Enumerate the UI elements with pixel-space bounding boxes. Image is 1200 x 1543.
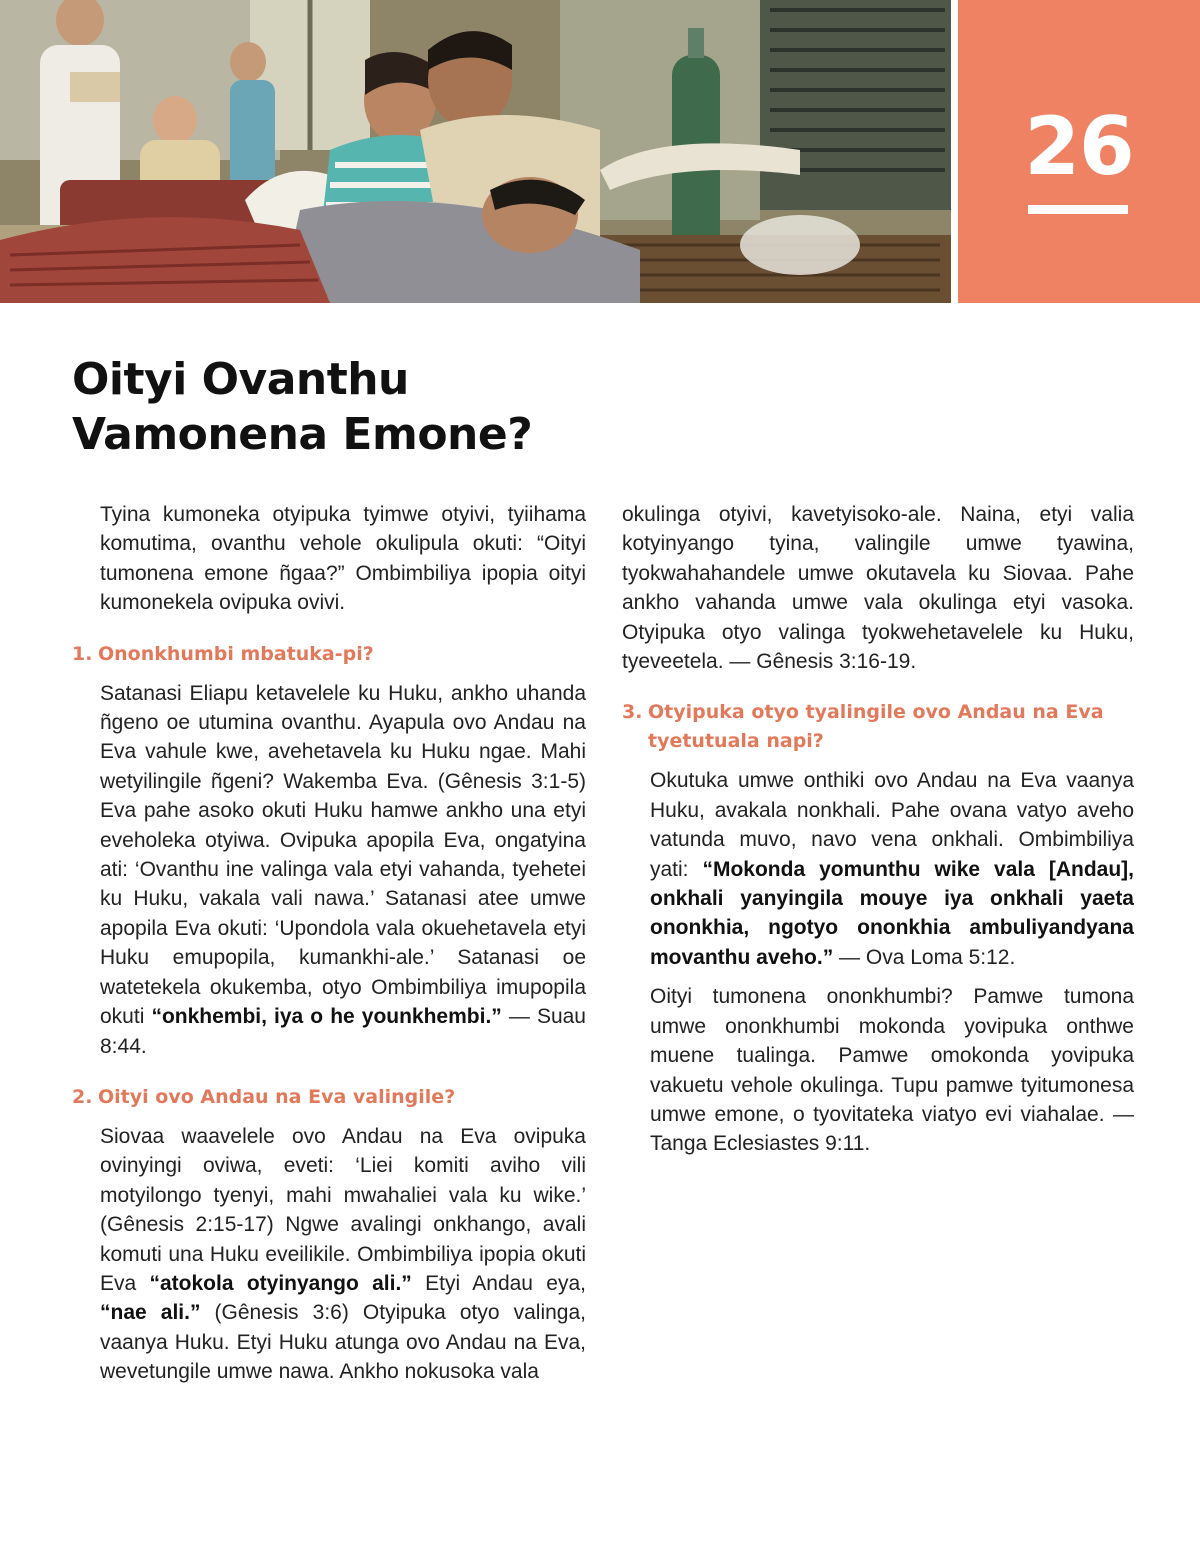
page-title bbox=[72, 352, 832, 462]
page-title-line-2: Vamonena Emone? bbox=[72, 409, 533, 460]
left-column bbox=[72, 500, 586, 1387]
section-3-paragraph-1 bbox=[622, 766, 1134, 972]
hospital-scene-illustration bbox=[0, 0, 951, 303]
section-1-paragraph bbox=[72, 679, 586, 1061]
section-2-number: 2. bbox=[72, 1085, 93, 1108]
section-2-title: Oityi ovo Andau na Eva valingile? bbox=[98, 1085, 456, 1108]
section-3-title: Otyipuka otyo tyalingile ovo Andau na Eva tyetutuala napi? bbox=[648, 701, 1104, 753]
section-2-text-c: (Gênesis 3:6) Otyipuka otyo valinga, vaanya Huku. Etyi Huku atunga ovo Andau na Eva, wevetungile umwe nawa. Ankho nokusoka vala bbox=[100, 1301, 587, 1384]
section-2-paragraph-continued: okulinga otyivi, kavetyisoko-ale. Naina, etyi valia kotyinyango tyina, valingile umwe tyawina, tyokwahahandele umwe okutavela ku Siovaa. Pahe ankho vahanda umwe vala okulinga etyi vasoka. Otyipuka otyo valinga tyokwehetavelele ku Huku, tyeveetela. — Gênesis 3:16-19. bbox=[622, 503, 1134, 674]
intro-paragraph: Tyina kumoneka otyipuka tyimwe otyivi, tyiihama komutima, ovanthu vehole okulipula okuti: “Oityi tumonena emone ñgaa?” Ombimbiliya ipopia oityi kumonekela ovipuka ovivi. bbox=[100, 503, 586, 615]
section-3-heading bbox=[622, 698, 1134, 756]
section-3-text-b: — Ova Loma 5:12. bbox=[833, 945, 1016, 969]
section-1-quote: “onkhembi, iya o he younkhembi.” bbox=[151, 1005, 502, 1029]
section-3-quote: “Mokonda yomunthu wike vala [Andau], onkhali yanyingila mouye iya onkhali yaeta ononkhia, ngotyo ononkhia ambuliyandyana movanthu aveho.” bbox=[650, 857, 1135, 969]
lesson-number-underline bbox=[1028, 205, 1128, 214]
section-1-text-b: — Suau 8:44. bbox=[100, 1005, 586, 1058]
section-2-heading bbox=[72, 1083, 586, 1112]
section-2-quote-2: “nae ali.” bbox=[100, 1301, 201, 1325]
lesson-number-panel bbox=[958, 0, 1200, 303]
lesson-number: 26 bbox=[1024, 100, 1134, 193]
section-1-number: 1. bbox=[72, 642, 93, 665]
section-2-text-a: Siovaa waavelele ovo Andau na Eva ovipuka ovinyingi oviwa, eveti: ‘Liei komiti aviho vili motyilongo tyenyi, mahi mwahaliei vala ku wike.’ (Gênesis 2:15-17) Ngwe avalingi onkhango, avali komuti una Huku eveilikile. Ombimbiliya ipopia okuti Eva bbox=[100, 1124, 586, 1295]
section-3-text-a: Okutuka umwe onthiki ovo Andau na Eva vaanya Huku, avakala nonkhali. Pahe ovana vatyo aveho vatunda muvo, navo vena onkhali. Ombimbiliya yati: bbox=[650, 769, 1134, 881]
section-3-number: 3. bbox=[622, 701, 643, 724]
hero-photo bbox=[0, 0, 951, 303]
section-2-quote-1: “atokola otyinyango ali.” bbox=[149, 1271, 412, 1295]
section-1-heading bbox=[72, 640, 586, 669]
right-column bbox=[622, 500, 1134, 1159]
section-1-title: Ononkhumbi mbatuka-pi? bbox=[98, 642, 374, 665]
section-3-paragraph-2: Oityi tumonena ononkhumbi? Pamwe tumona umwe ononkhumbi mokonda yovipuka onthwe muene tualinga. Pamwe omokonda yovipuka vakuetu vehole okulinga. Tupu pamwe tyitumonesa umwe emone, o tyovitateka viatyo evi viahalae. — Tanga Eclesiastes 9:11. bbox=[650, 985, 1134, 1156]
section-1-text-a: Satanasi Eliapu ketavelele ku Huku, ankho uhanda ñgeno oe utumina ovanthu. Ayapula ovo Andau na Eva vahule kwe, avehetavela ku Huku ngae. Mahi wetyilingile ñgeni? Wakemba Eva. (Gênesis 3:1-5) Eva pahe asoko okuti Huku hamwe ankho una etyi eveholeka otyiwa. Ovipuka apopila Eva, ongatyina ati: ‘Ovanthu ine valinga vala etyi vahanda, tyehetei ku Huku, vakala vali nawa.’ Satanasi atee umwe apopila Eva okuti: ‘Upondola vala okuehetavela etyi Huku emupopila, kumankhi-ale.’ Satanasi oe watetekela okukemba, otyo Ombimbiliya imupopila okuti bbox=[100, 681, 586, 1029]
section-2-text-b: Etyi Andau eya, bbox=[411, 1271, 586, 1295]
section-2-paragraph bbox=[72, 1122, 586, 1387]
page-title-line-1: Oityi Ovanthu bbox=[72, 354, 409, 405]
